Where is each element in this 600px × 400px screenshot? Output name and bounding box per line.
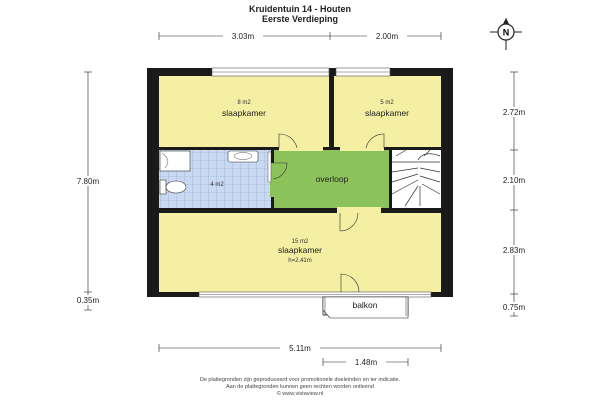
dim-label-right-4: 0.75m — [502, 303, 526, 312]
footer-line-1: De plattegronden zijn geproduceerd voor promotionele doeleinden en ter indicatie. — [199, 377, 401, 383]
dim-label-right-1: 2.72m — [502, 108, 526, 117]
room-area-bedroom-bottom: 15 m2 — [291, 239, 309, 245]
room-height-bedroom-bottom: h=2.41m — [288, 258, 312, 264]
room-area-bedroom-top-left: 8 m2 — [237, 100, 251, 106]
dim-label-bottom-small: 1.48m — [354, 358, 378, 367]
toilet-icon — [160, 180, 186, 194]
dim-label-right-3: 2.83m — [502, 246, 526, 255]
dim-label-top-left: 3.03m — [231, 32, 255, 41]
room-name-balcony: balkon — [352, 300, 378, 310]
compass-label: N — [502, 27, 510, 38]
room-area-bedroom-top-right: 5 m2 — [380, 100, 394, 106]
room-name-bedroom-top-left: slaapkamer — [222, 108, 266, 118]
window-top-right — [336, 68, 390, 76]
dim-label-top-right: 2.00m — [375, 32, 399, 41]
dim-left — [84, 72, 92, 310]
footer-line-3: © www.vistaview.nl — [276, 391, 324, 397]
window-bottom — [199, 292, 431, 297]
dim-label-right-2: 2.10m — [502, 176, 526, 185]
radiator-icon — [268, 152, 271, 182]
room-name-bedroom-top-right: slaapkamer — [365, 108, 409, 118]
dim-label-bottom-total: 5.11m — [289, 344, 311, 353]
room-name-bedroom-bottom: slaapkamer — [278, 245, 322, 255]
window-top-left — [212, 68, 329, 76]
room-name-landing: overloop — [315, 174, 349, 184]
stairwell — [390, 150, 441, 208]
room-area-bathroom: 4 m2 — [210, 182, 224, 188]
plan-title: Kruidentuin 14 - Houten — [249, 4, 351, 14]
plan-subtitle: Eerste Verdieping — [261, 14, 339, 24]
dim-label-left-total: 7.80m — [76, 177, 100, 186]
dim-label-left-small: 0.35m — [76, 296, 100, 305]
sink-icon — [228, 151, 258, 162]
footer-line-2: Aan de plattegronden kunnen geen rechten worden ontleend — [225, 384, 375, 390]
shower-icon — [160, 151, 190, 171]
compass-icon — [490, 18, 522, 50]
